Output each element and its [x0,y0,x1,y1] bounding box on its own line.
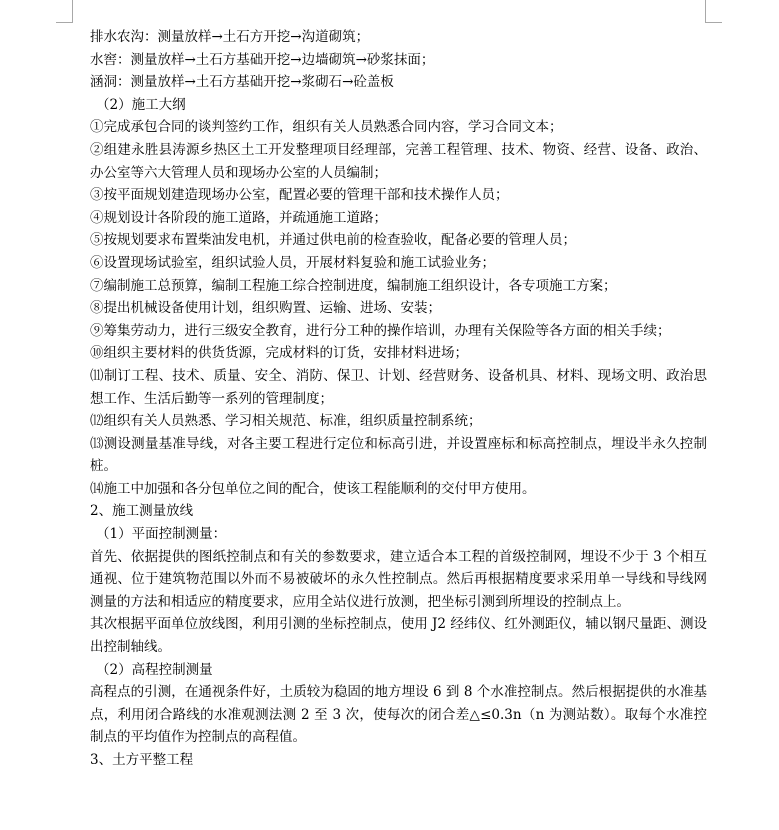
list-item-9: ⑨筹集劳动力，进行三级安全教育，进行分工种的操作培训，办理有关保险等各方面的相关手续； [90,322,671,339]
subsection-heading-elevation-control: （2）高程控制测量 [96,661,213,678]
workflow-culvert: 涵洞：测量放样→土石方基础开挖→浆砌石→砼盖板 [90,74,394,91]
list-item-3: ③按平面规划建造现场办公室，配置必要的管理干部和技术操作人员； [90,187,509,204]
crop-mark-top-left-vertical [72,0,73,22]
paragraph-plane-control-first: 首先、依据提供的图纸控制点和有关的参数要求，建立适合本工程的首级控制网，埋设不少于 3 个相互通视、位于建筑物范围以外而不易被破坏的永久性控制点。然后再根据精度要求采用单一导线和导线网测量的方法和相适应的精度要求，应用全站仪进行放测，把坐标引测到所埋设的控制点上。 [90,548,707,610]
list-item-1: ①完成承包合同的谈判签约工作，组织有关人员熟悉合同内容，学习合同文本； [90,119,563,136]
section-heading-earthwork-leveling: 3、土方平整工程 [90,752,194,768]
paragraph-elevation-control: 高程点的引测，在通视条件好，土质较为稳固的地方埋设 6 到 8 个水准控制点。然后根据提供的水准基点，利用闭合路线的水准观测法测 2 至 3 次，使每次的闭合差△≤0.3n（n 为测站数）。取每个水准控制点的平均值作为控制点的高程值。 [90,684,707,746]
workflow-water-cellar: 水窖：测量放样→土石方基础开挖→边墙砌筑→砂浆抹面； [90,51,435,68]
list-item-11: ⑾制订工程、技术、质量、安全、消防、保卫、计划、经营财务、设备机具、材料、现场文明、政治思想工作、生活后勤等一系列的管理制度； [90,367,707,407]
section-heading-survey-layout: 2、施工测量放线 [90,503,194,520]
crop-mark-top-right-horizontal [705,22,722,23]
crop-mark-top-left-horizontal [56,22,73,23]
document-body [90,26,707,772]
subsection-heading-plane-control: （1）平面控制测量： [96,526,227,543]
paragraph-plane-control-second: 其次根据平面单位放线图，利用引测的坐标控制点，使用 J2 经纬仪、红外测距仪，辅以钢尺量距、测设出控制轴线。 [90,616,707,656]
list-item-2: ②组建永胜县涛源乡热区土工开发整理项目经理部，完善工程管理、技术、物资、经营、设备、政治、办公室等六大管理人员和现场办公室的人员编制； [90,141,707,181]
list-item-14: ⒁施工中加强和各分包单位之间的配合，使该工程能顺利的交付甲方使用。 [90,480,536,497]
section-heading-construction-outline: （2）施工大纲 [96,96,186,113]
crop-mark-top-right-vertical [705,0,706,22]
list-item-13: ⒀测设测量基准导线，对各主要工程进行定位和标高引进，并设置座标和标高控制点，埋设半永久控制桩。 [90,435,707,475]
workflow-drainage-ditch: 排水农沟：测量放样→土石方开挖→沟道砌筑； [90,29,370,45]
list-item-10: ⑩组织主要材料的供货货源，完成材料的订货，安排材料进场； [90,345,468,362]
list-item-4: ④规划设计各阶段的施工道路，并疏通施工道路； [90,209,387,226]
list-item-5: ⑤按规划要求布置柴油发电机，并通过供电前的检查验收，配备必要的管理人员； [90,232,576,249]
list-item-12: ⑿组织有关人员熟悉、学习相关规范、标准，组织质量控制系统； [90,413,482,430]
list-item-7: ⑦编制施工总预算，编制工程施工综合控制进度，编制施工组织设计，各专项施工方案； [90,277,617,294]
list-item-8: ⑧提出机械设备使用计划，组织购置、运输、进场、安装； [90,300,441,317]
list-item-6: ⑥设置现场试验室，组织试验人员，开展材料复验和施工试验业务； [90,254,495,271]
